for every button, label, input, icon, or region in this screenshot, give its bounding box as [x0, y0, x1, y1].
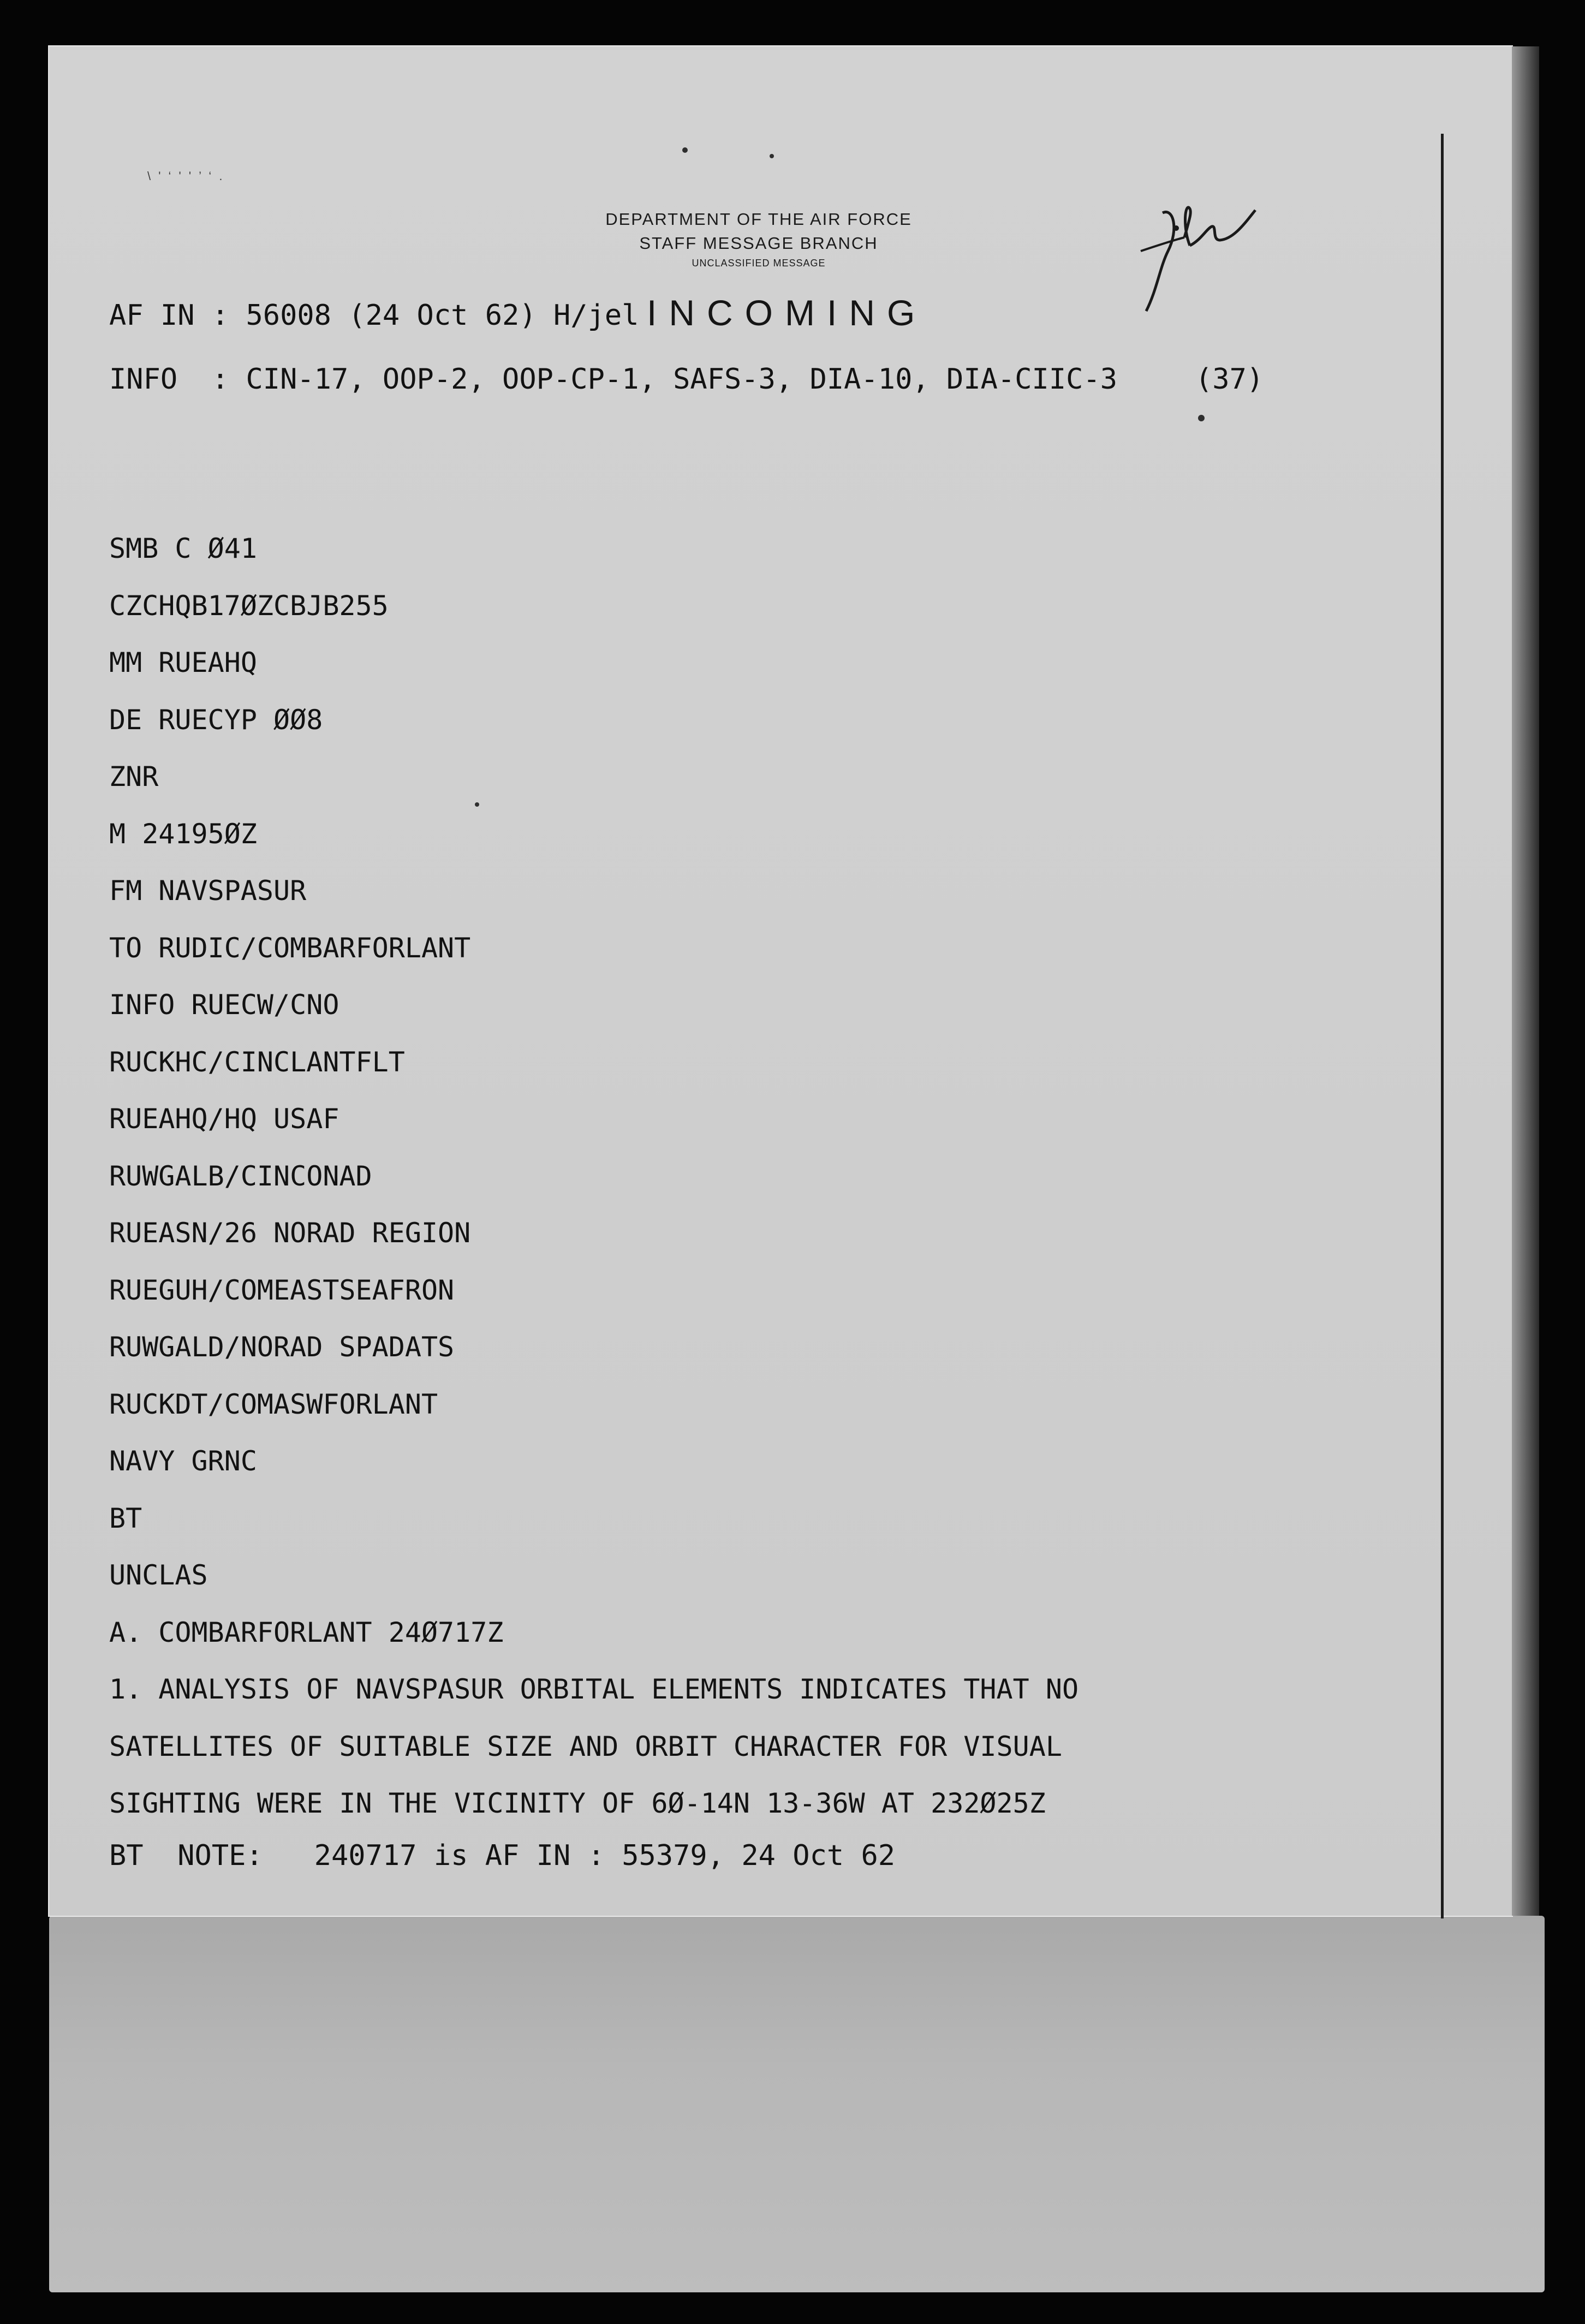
- speck: [770, 154, 774, 158]
- message-line: ZNR: [109, 761, 159, 792]
- message-line: RUEGUH/COMEASTSEAFRON: [109, 1274, 455, 1306]
- message-line: RUWGALB/CINCONAD: [109, 1160, 372, 1192]
- message-line: INFO RUECW/CNO: [109, 989, 339, 1021]
- message-line: FM NAVSPASUR: [109, 875, 307, 907]
- branch-name: STAFF MESSAGE BRANCH: [639, 234, 878, 253]
- message-line: BT: [109, 1503, 142, 1534]
- message-line: A. COMBARFORLANT 24Ø717Z: [109, 1617, 504, 1648]
- handwritten-file-annotation: [1124, 186, 1266, 327]
- message-line: CZCHQB17ØZCBJB255: [109, 590, 389, 622]
- message-line: SATELLITES OF SUITABLE SIZE AND ORBIT CHARACTER FOR VISUAL: [109, 1731, 1062, 1762]
- message-line: SMB C Ø41: [109, 533, 257, 564]
- info-distribution: INFO : CIN-17, OOP-2, OOP-CP-1, SAFS-3, DIA-10, DIA-CIIC-3: [109, 363, 1118, 396]
- paper-edge-shadow: [1512, 46, 1539, 1916]
- message-line: RUEAHQ/HQ USAF: [109, 1103, 339, 1135]
- message-line: RUCKDT/COMASWFORLANT: [109, 1389, 438, 1420]
- right-border-rule: [1441, 134, 1444, 1918]
- info-count: (37): [1195, 363, 1264, 396]
- message-line: RUEASN/26 NORAD REGION: [109, 1217, 471, 1249]
- department-name: DEPARTMENT OF THE AIR FORCE: [605, 210, 912, 229]
- note-line: BT NOTE: 240717 is AF IN : 55379, 24 Oct 62: [109, 1839, 896, 1872]
- incoming-label: INCOMING: [647, 293, 927, 333]
- letterhead: [546, 207, 972, 271]
- message-line: 1. ANALYSIS OF NAVSPASUR ORBITAL ELEMENTS INDICATES THAT NO: [109, 1673, 1079, 1705]
- classification-label: UNCLASSIFIED MESSAGE: [692, 258, 826, 269]
- speck: [475, 802, 479, 807]
- message-line: M 24195ØZ: [109, 818, 257, 850]
- message-line: SIGHTING WERE IN THE VICINITY OF 6Ø-14N 13-36W AT 232Ø25Z: [109, 1787, 1046, 1819]
- message-line: MM RUEAHQ: [109, 647, 257, 678]
- af-in-number: AF IN : 56008 (24 Oct 62) H/jel: [109, 299, 639, 332]
- message-line: RUCKHC/CINCLANTFLT: [109, 1046, 405, 1078]
- lower-sheet: [49, 1916, 1545, 2292]
- message-line: DE RUECYP ØØ8: [109, 704, 323, 736]
- message-line: NAVY GRNC: [109, 1445, 257, 1477]
- message-line: TO RUDIC/COMBARFORLANT: [109, 932, 471, 964]
- faint-stamp-mark: \ ' ‘ ' ' ’ ‘ .: [147, 169, 225, 183]
- speck: [1198, 415, 1205, 421]
- speck: [682, 147, 688, 153]
- message-line: RUWGALD/NORAD SPADATS: [109, 1331, 455, 1363]
- message-line: UNCLAS: [109, 1559, 208, 1591]
